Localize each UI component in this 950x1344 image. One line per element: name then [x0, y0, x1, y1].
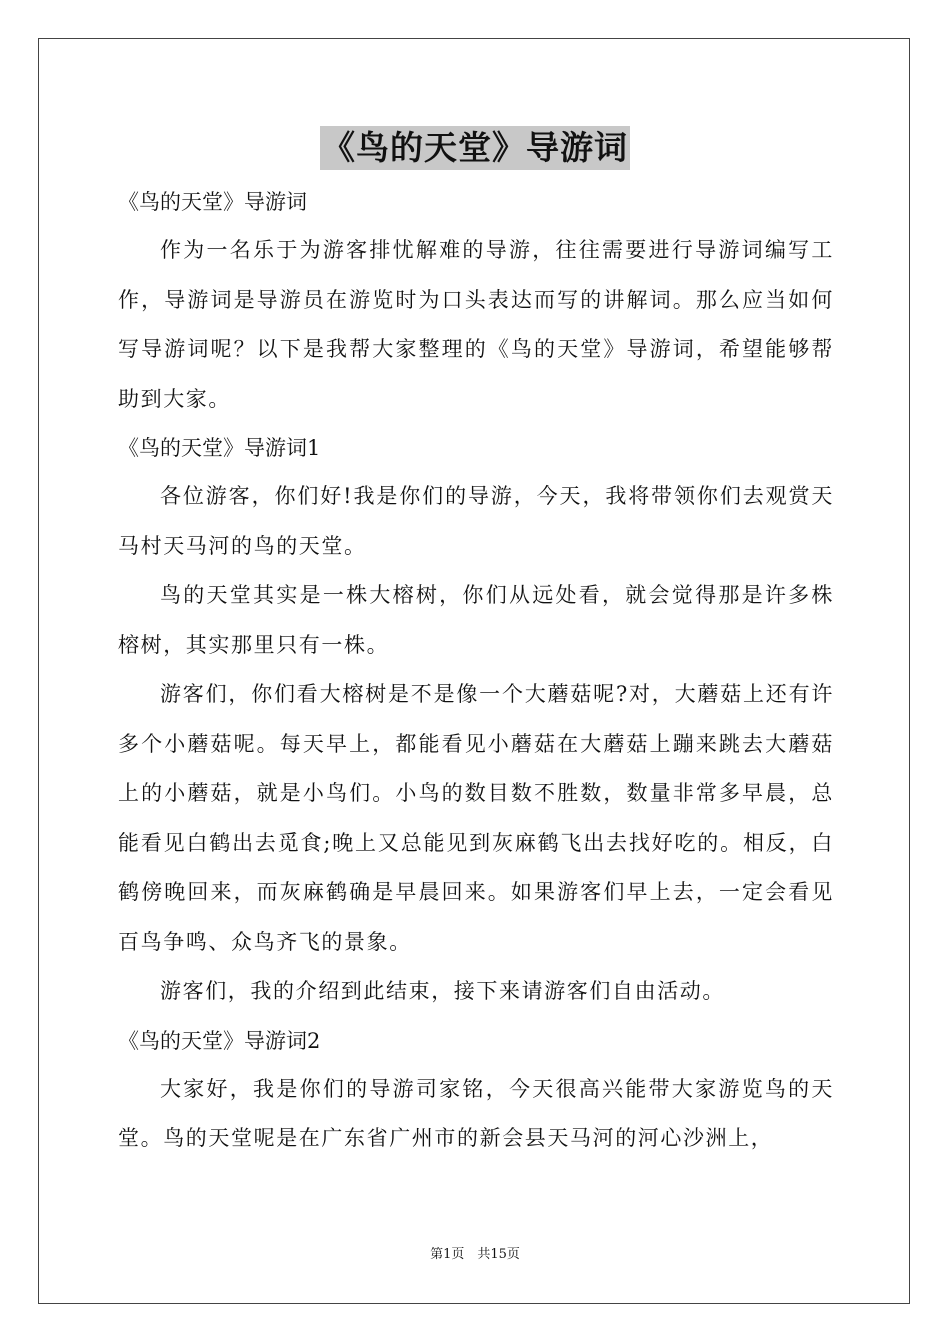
- paragraph: 作为一名乐于为游客排忧解难的导游，往往需要进行导游词编写工作，导游词是导游员在游览时为口头表达而写的讲解词。那么应当如何写导游词呢？以下是我帮大家整理的《鸟的天堂》导游词，希望能够帮助到大家。: [118, 238, 834, 411]
- section-heading: 《鸟的天堂》导游词: [118, 190, 307, 214]
- section-heading: 《鸟的天堂》导游词2: [118, 1028, 321, 1053]
- document-body: [118, 178, 834, 1164]
- document-title: 《鸟的天堂》导游词: [320, 126, 630, 170]
- title-container: [0, 126, 950, 170]
- page-footer: 第1页 共15页: [430, 1247, 520, 1262]
- paragraph: 各位游客，你们好!我是你们的导游，今天，我将带领你们去观赏天马村天马河的鸟的天堂。: [118, 484, 834, 558]
- paragraph: 游客们，我的介绍到此结束，接下来请游客们自由活动。: [160, 979, 725, 1003]
- section-heading: 《鸟的天堂》导游词1: [118, 436, 321, 460]
- paragraph: 大家好，我是你们的导游司家铭，今天很高兴能带大家游览鸟的天堂。鸟的天堂呢是在广东省广州市的新会县天马河的河心沙洲上，: [118, 1076, 834, 1150]
- paragraph: 鸟的天堂其实是一株大榕树，你们从远处看，就会觉得那是许多株榕树，其实那里只有一株。: [118, 583, 834, 657]
- paragraph: 游客们，你们看大榕树是不是像一个大蘑菇呢?对，大蘑菇上还有许多个小蘑菇呢。每天早上，都能看见小蘑菇在大蘑菇上蹦来跳去大蘑菇上的小蘑菇，就是小鸟们。小鸟的数目数不胜数，数量非常多早晨，总能看见白鹤出去觅食;晚上又总能见到灰麻鹤飞出去找好吃的。相反，白鹤傍晚回来，而灰麻鹤确是早晨回来。如果游客们早上去，一定会看见百鸟争鸣、众鸟齐飞的景象。: [118, 682, 834, 954]
